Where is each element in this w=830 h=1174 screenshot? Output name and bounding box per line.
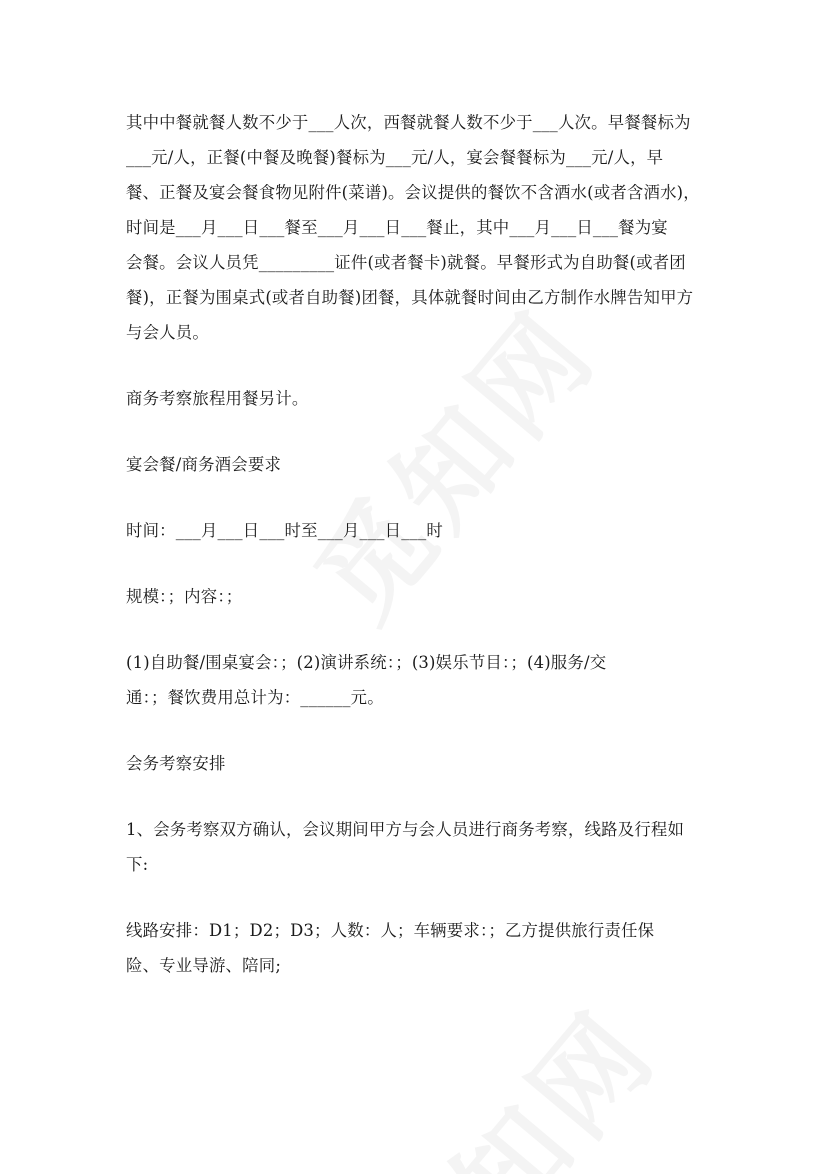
text-line: 餐)，正餐为围桌式(或者自助餐)团餐，具体就餐时间由乙方制作水牌告知甲方: [126, 288, 694, 307]
text-line: 时间：___月___日___时至___月___日___时: [126, 521, 444, 540]
paragraph-dining-details: [126, 105, 711, 350]
section-heading-banquet: [126, 447, 711, 482]
text-line: 会务考察安排: [126, 754, 226, 773]
text-line: 下:: [126, 855, 149, 874]
text-line: 时间是___月___日___餐至___月___日___餐止，其中___月___日___餐为宴: [126, 218, 668, 237]
paragraph-banquet-scale: [126, 579, 711, 614]
text-line: 与会人员。: [126, 323, 209, 342]
text-line: 餐、正餐及宴会餐食物见附件(菜谱)。会议提供的餐饮不含酒水(或者含酒水)，: [126, 183, 700, 202]
text-line: 宴会餐/商务酒会要求: [126, 455, 282, 474]
paragraph-route-arrangement: [126, 913, 711, 983]
text-line: (1)自助餐/围桌宴会：；(2)演讲系统：；(3)娱乐节目：；(4)服务/交: [126, 653, 607, 672]
text-line: 通：；餐饮费用总计为：______元。: [126, 688, 384, 707]
text-line: 1、会务考察双方确认，会议期间甲方与会人员进行商务考察，线路及行程如: [126, 820, 685, 839]
text-line: 其中中餐就餐人数不少于___人次，西餐就餐人数不少于___人次。早餐餐标为: [126, 113, 691, 132]
paragraph-banquet-items: [126, 645, 711, 715]
text-line: 商务考察旅程用餐另计。: [126, 389, 309, 408]
watermark: [334, 970, 686, 1174]
text-line: 险、专业导游、陪同;: [126, 956, 282, 975]
section-heading-inspection: [126, 746, 711, 781]
paragraph-inspection-confirm: [126, 812, 711, 882]
text-line: 规模：；内容：；: [126, 587, 243, 606]
paragraph-business-meals: [126, 381, 711, 416]
text-line: 线路安排：D1；D2；D3；人数：人；车辆要求：；乙方提供旅行责任保: [126, 921, 655, 940]
paragraph-banquet-time: [126, 513, 711, 548]
text-line: ___元/人，正餐(中餐及晚餐)餐标为___元/人，宴会餐餐标为___元/人，早: [126, 148, 664, 167]
document-body: [126, 105, 711, 983]
text-line: 会餐。会议人员凭_________证件(或者餐卡)就餐。早餐形式为自助餐(或者团: [126, 253, 686, 272]
